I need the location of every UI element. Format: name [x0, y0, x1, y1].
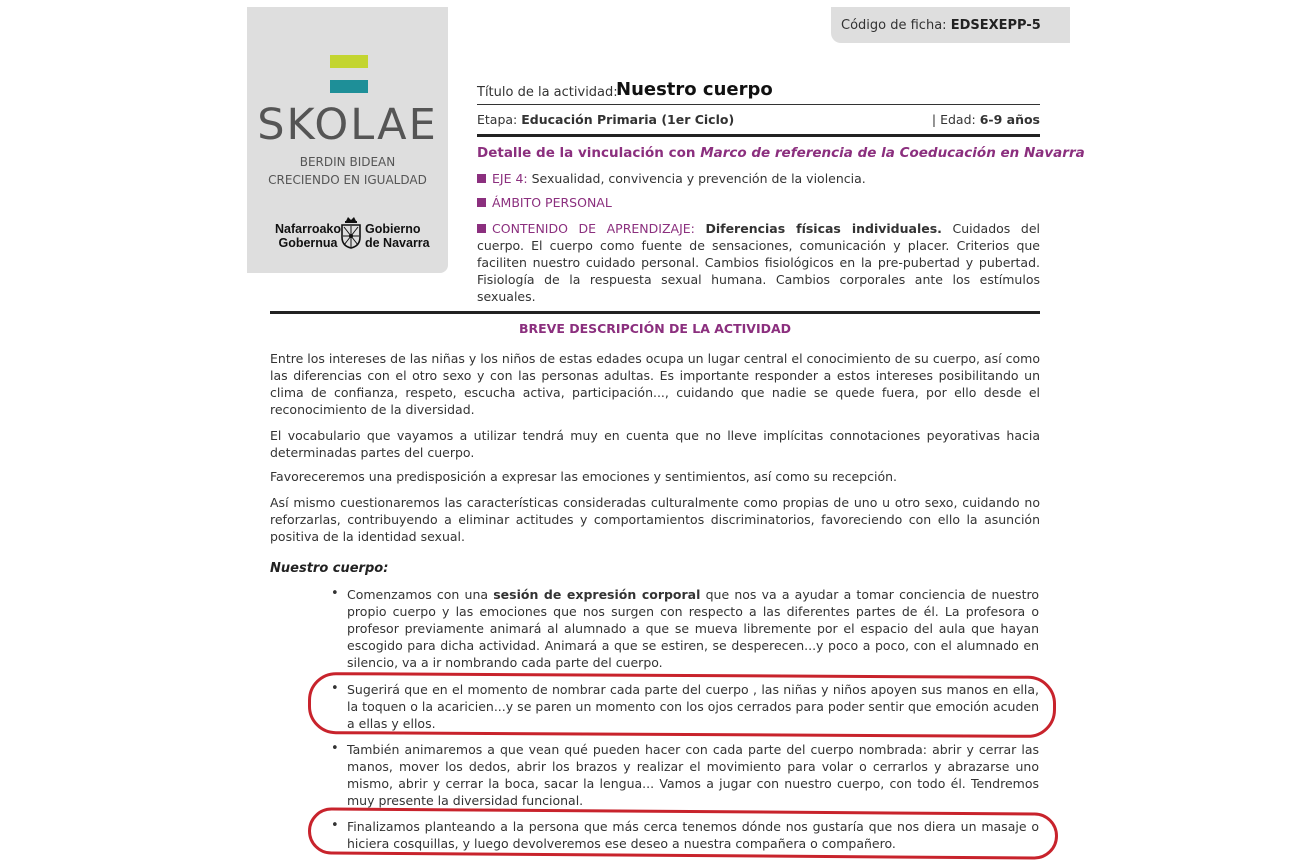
bullet-1-post: que nos va a ayudar a tomar conciencia de nuestro propio cuerpo y las emociones que nos surgen con respecto a las diferentes partes de él. La profesora o profesor previamente animará al alumnado a que se mueva libremente por el espacio del aula que hayan escogido para dicha actividad. Animará a que se estiren, se desperecen...y poco a poco, con el alumnado en silencio, va a ir nombrando cada parte del cuerpo.: [347, 587, 1039, 670]
contenido-text: Cuidados del cuerpo. El cuerpo como fuente de sensaciones, comunicación y placer. Criterios que faciliten nuestro cuidado personal. Cambios fisiológicos en la pre-pubertad y pubertad. Fisiología de la respuesta sexual humana. Cambios corporales ante los estímulos sexuales.: [477, 221, 1040, 304]
description-paragraph-1: Entre los intereses de las niñas y los niños de estas edades ocupa un lugar central el conocimiento de su cuerpo, así como las diferencias con el otro sexo y con las personas adultas. Es importante responder a estos intereses posibilitando un clima de confianza, respeto, escucha activa, participación..., cuidando que nadie se quede fuera, por ello desde el reconocimiento de la diversidad.: [270, 351, 1040, 417]
bullet-1-pre: Comenzamos con una: [347, 587, 489, 602]
bullet-1-bold: sesión de expresión corporal: [493, 587, 701, 602]
code-label: Código de ficha:: [841, 18, 947, 33]
gov-basque-line-1: Nafarroako: [275, 222, 341, 236]
activity-bullet-4: Finalizamos planteando a la persona que más cerca tenemos dónde nos gustaría que nos diera un masaje o hiciera cosquillas, y luego devolveremos ese deseo a nuestra compañera o compañero.: [347, 819, 1039, 851]
details-title-prefix: Detalle de la vinculación con: [477, 145, 696, 161]
bullet-icon: •: [331, 741, 339, 756]
etapa-label: Etapa:: [477, 112, 518, 127]
eje-label: EJE 4:: [492, 171, 528, 186]
code-box: [831, 7, 1070, 43]
etapa: [477, 112, 734, 127]
edad-label: | Edad:: [931, 112, 976, 127]
gov-name-spanish: [365, 222, 435, 250]
activity-bullet-1: [347, 586, 1039, 671]
bullet-icon: •: [331, 818, 339, 833]
gov-name-basque: [269, 222, 347, 250]
activity-subtitle: Nuestro cuerpo:: [270, 561, 389, 576]
edad-value: 6-9 años: [979, 112, 1040, 127]
activity-title: Nuestro cuerpo: [616, 79, 773, 100]
eje-text: Sexualidad, convivencia y prevención de la violencia.: [531, 171, 866, 186]
code-value: EDSEXEPP-5: [950, 18, 1041, 33]
description-paragraph-3: Favoreceremos una predisposición a expresar las emociones y sentimientos, así como su recepción.: [270, 469, 898, 484]
brand-name: SKOLAE: [257, 100, 438, 150]
purple-square-icon: [477, 224, 486, 233]
edad: [932, 112, 1040, 127]
activity-bullet-3: También animaremos a que vean qué pueden hacer con cada parte del cuerpo nombrada: abrir y cerrar las manos, mover los dedos, abrir los brazos y realizar el movimiento para volar o cerrarlos y abrazarse uno mismo, abrir y cerrar la boca, sacar la lengua... Vamos a jugar con nuestro cuerpo, con todo él. Tendremos muy presente la diversidad funcional.: [347, 742, 1039, 808]
title-label: Título de la actividad:: [477, 85, 618, 100]
section-divider: [270, 311, 1040, 314]
navarra-coat-of-arms-icon: [340, 215, 362, 249]
brand-tagline-basque: BERDIN BIDEAN: [299, 155, 396, 169]
ambito-line: [477, 195, 612, 210]
purple-square-icon: [477, 198, 486, 207]
ambito-label: ÁMBITO PERSONAL: [492, 195, 612, 210]
etapa-row: [477, 106, 1040, 137]
eje-line: [477, 171, 866, 186]
contenido-label: CONTENIDO DE APRENDIZAJE:: [492, 221, 695, 236]
details-title: [477, 145, 1085, 161]
logo-teal-bar: [330, 80, 368, 93]
activity-title-row: [477, 78, 1040, 105]
contenido-paragraph: [477, 220, 1040, 305]
contenido-bold: Diferencias físicas individuales.: [705, 221, 942, 236]
activity-bullet-2: Sugerirá que en el momento de nombrar cada parte del cuerpo , las niñas y niños apoyen sus manos en ella, la toquen o la acaricien...y se paren un momento con los ojos cerrados para poder sentir que emoción acuden a ellas y ellos.: [347, 682, 1039, 731]
section-title: BREVE DESCRIPCIÓN DE LA ACTIVIDAD: [518, 321, 792, 336]
description-paragraph-4: Así mismo cuestionaremos las características consideradas culturalmente como propias de uno u otro sexo, cuidando no reforzarlas, contribuyendo a eliminar actitudes y comportamientos discriminatorios, favoreciendo con ello la asunción positiva de la identidad sexual.: [270, 495, 1040, 544]
brand-tagline-spanish: CRECIENDO EN IGUALDAD: [268, 173, 427, 187]
description-paragraph-2: El vocabulario que vayamos a utilizar tendrá muy en cuenta que no lleve implícitas connotaciones peyorativas hacia determinadas partes del cuerpo.: [270, 428, 1040, 460]
skolae-logo-panel: [247, 7, 448, 273]
purple-square-icon: [477, 174, 486, 183]
bullet-icon: •: [331, 586, 339, 601]
etapa-value: Educación Primaria (1er Ciclo): [521, 112, 735, 127]
gov-spanish-line-1: Gobierno: [365, 222, 421, 236]
bullet-icon: •: [331, 681, 339, 696]
logo-green-bar: [330, 55, 368, 68]
gov-spanish-line-2: de Navarra: [365, 236, 430, 250]
gov-basque-line-2: Gobernua: [278, 236, 338, 250]
details-title-italic: Marco de referencia de la Coeducación en Navarra: [700, 145, 1085, 161]
